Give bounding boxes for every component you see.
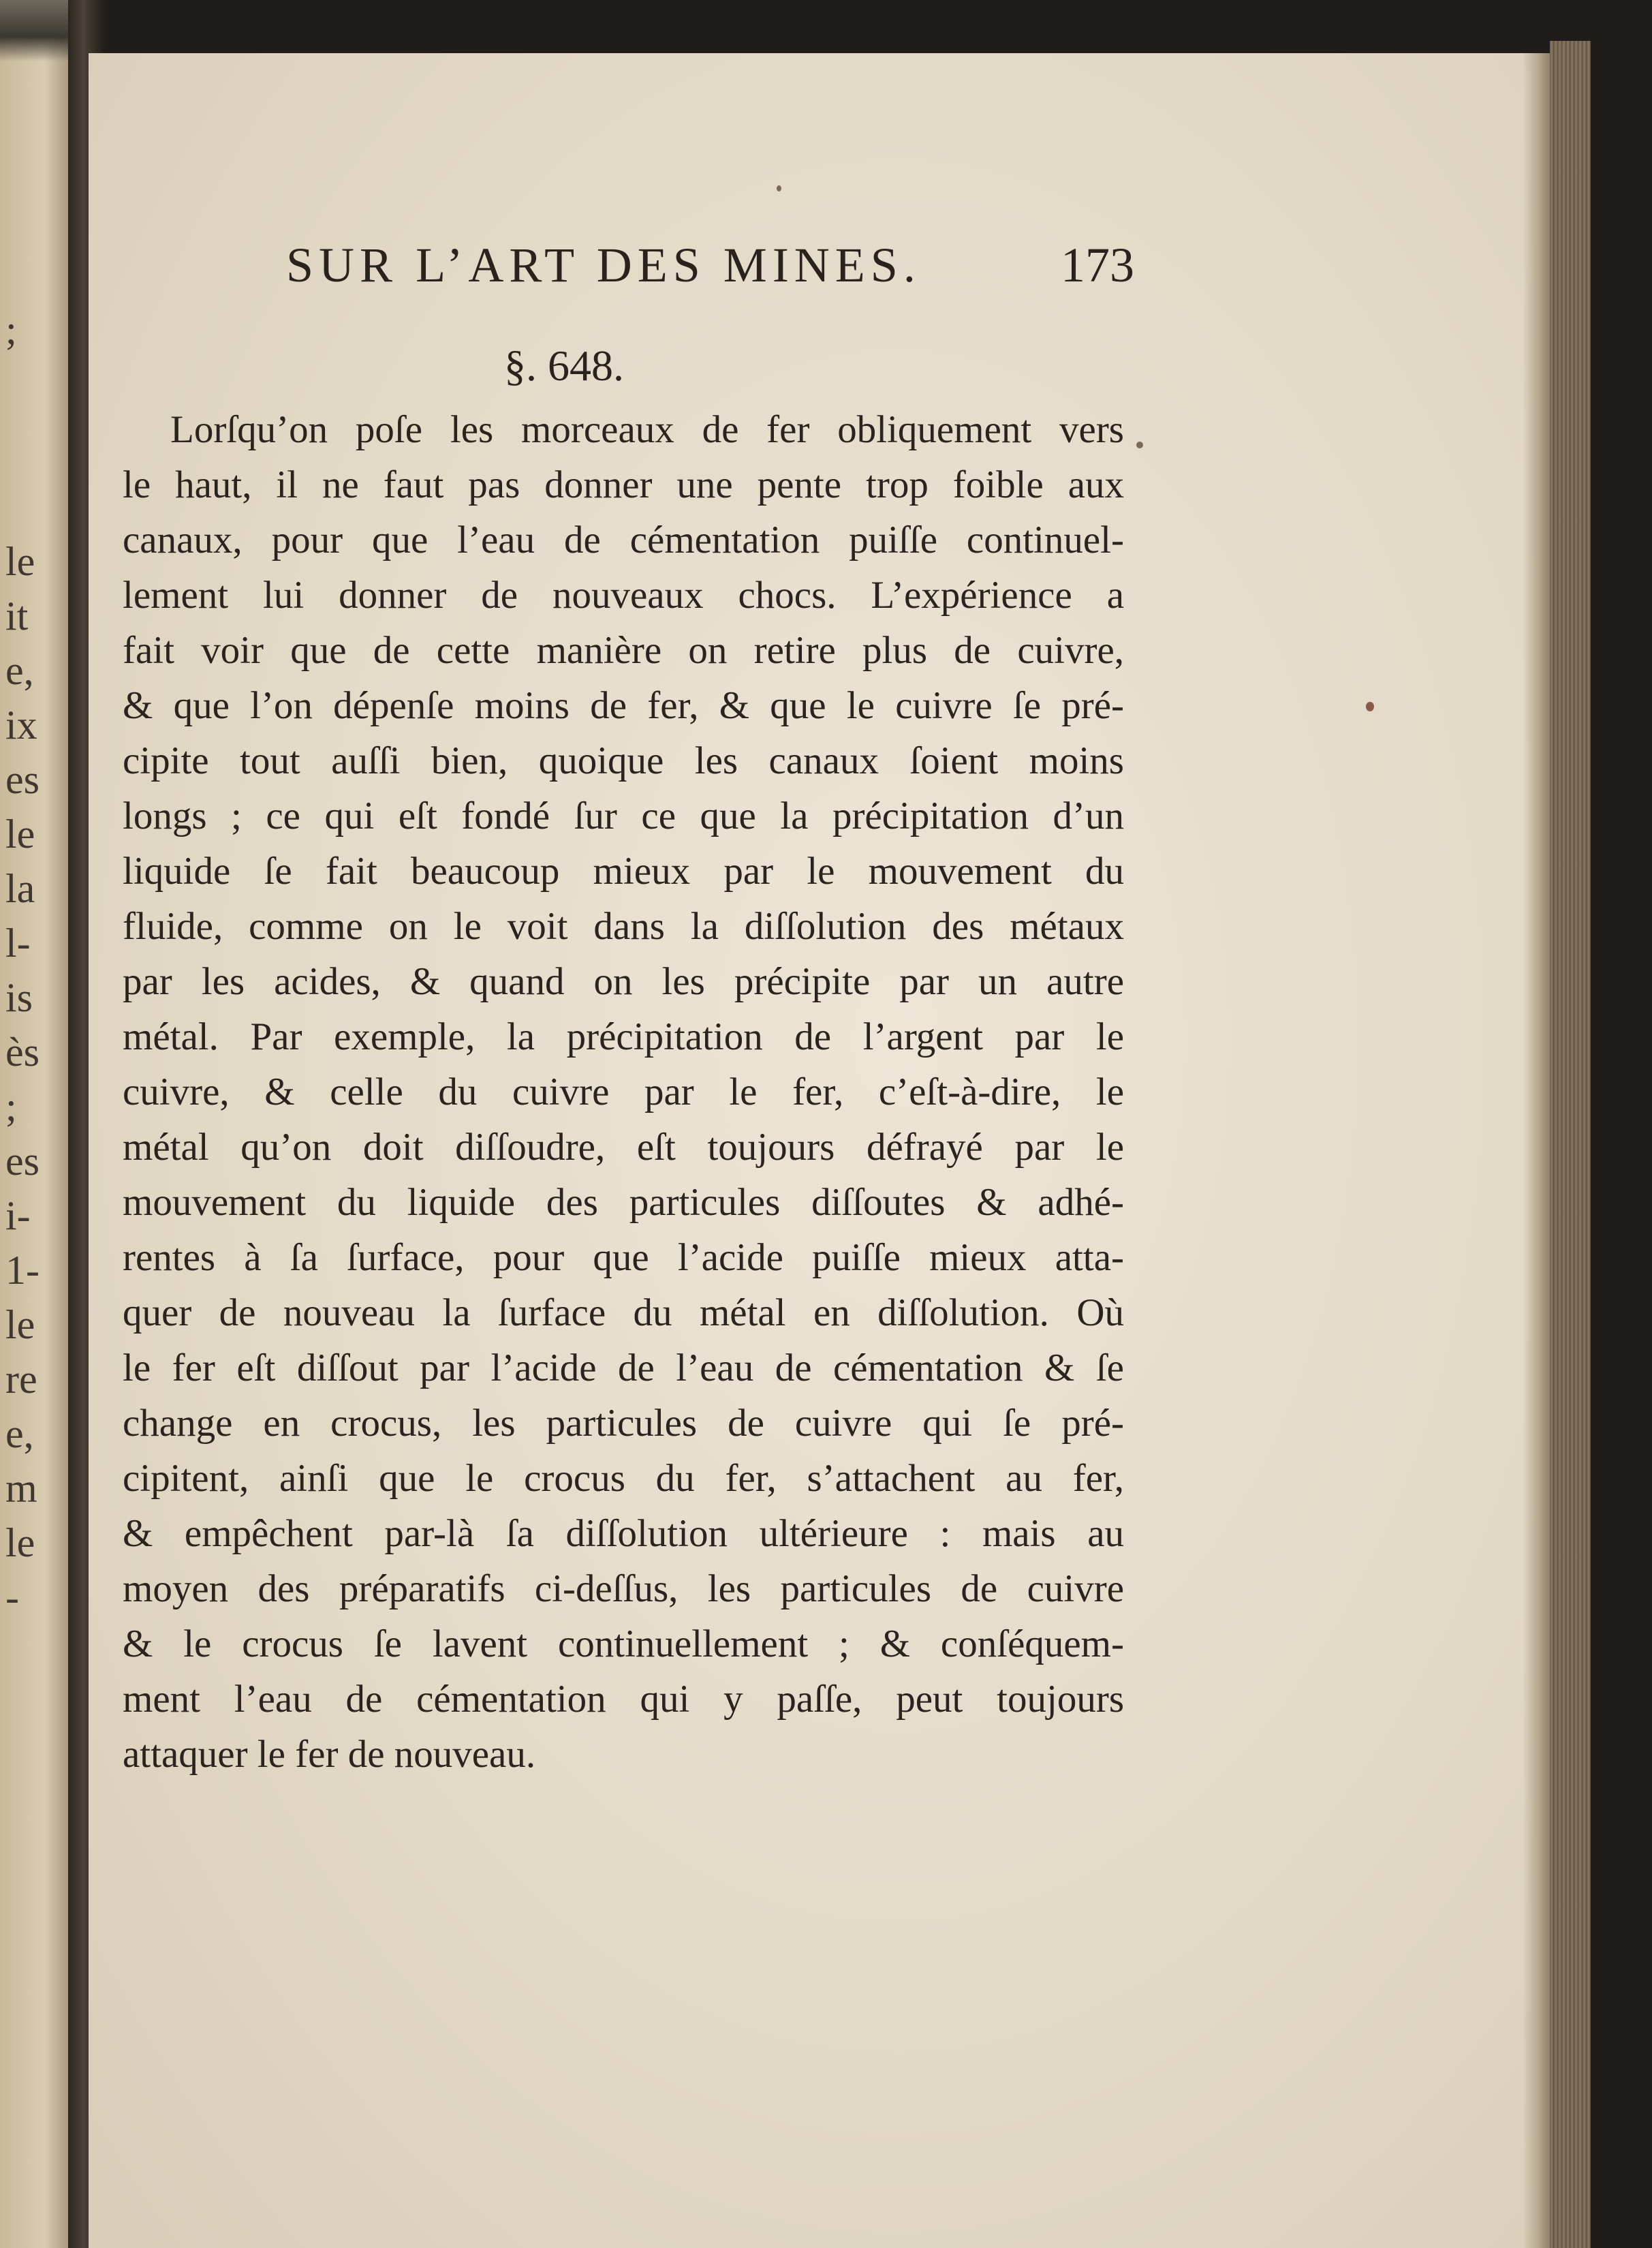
section-number: §. 648. [504,341,624,390]
fragment: ix [5,703,37,748]
fragment: it [5,594,29,638]
fragment: ; [5,307,17,352]
text-line: quer de nouveau la ſurface du métal en diſſolution. Où [123,1291,1124,1334]
fragment: l- [5,921,31,966]
body-paragraph [123,402,1124,1782]
text-line: lement lui donner de nouveaux chocs. L’expérience a [123,574,1124,617]
running-title: SUR L’ART DES MINES. [286,238,921,292]
fragment: - [5,1575,19,1620]
paper-speck [777,185,781,191]
text-line: & que l’on dépenſe moins de fer, & que le cuivre ſe pré- [123,684,1124,727]
fragment: le [5,812,35,857]
paper-speck [1366,702,1374,711]
fragment: e, [5,1411,34,1456]
text-line: & le crocus ſe lavent continuellement ; & conſéquem- [123,1622,1124,1665]
text-line: Lorſqu’on poſe les morceaux de fer obliquement vers [170,408,1124,451]
text-line: cuivre, & celle du cuivre par le fer, c’eſt-à-dire, le [123,1071,1124,1113]
text-line: change en crocus, les particules de cuivre qui ſe pré- [123,1402,1124,1445]
text-line: métal. Par exemple, la précipitation de l’argent par le [123,1015,1124,1058]
fragment: le [5,539,35,584]
text-line: le fer eſt diſſout par l’acide de l’eau de cémentation & ſe [123,1346,1124,1389]
text-line: fait voir que de cette manière on retire plus de cuivre, [123,629,1124,672]
paper-speck [1136,442,1143,448]
page-number: 173 [1061,238,1134,292]
fragment: le [5,1302,35,1347]
page-header [286,237,1134,298]
text-line: rentes à ſa ſurface, pour que l’acide puiſſe mieux atta- [123,1236,1124,1279]
fragment: es [5,757,40,802]
text-line: le haut, il ne faut pas donner une pente trop foible aux [123,463,1124,506]
text-line: moyen des préparatifs ci-deſſus, les particules de cuivre [123,1567,1124,1610]
page-right-shading [1523,53,1550,2248]
book-fore-edge [1550,41,1591,2248]
fragment: ès [5,1030,40,1075]
fragment: 1- [5,1248,40,1293]
text-line: attaquer le fer de nouveau. [123,1733,536,1776]
fragment: es [5,1139,40,1184]
text-line: mouvement du liquide des particules diſſoutes & adhé- [123,1181,1124,1224]
fragment: ; [5,1084,17,1129]
fragment: e, [5,648,34,693]
text-line: fluide, comme on le voit dans la diſſolution des métaux [123,905,1124,948]
fragment: i- [5,1193,31,1238]
fragment: re [5,1357,37,1402]
fragment: le [5,1520,35,1565]
fragment: is [5,975,33,1020]
fragment: la [5,866,35,911]
text-line: par les acides, & quand on les précipite par un autre [123,960,1124,1003]
text-line: métal qu’on doit diſſoudre, eſt toujours défrayé par le [123,1126,1124,1169]
text-line: longs ; ce qui eſt fondé ſur ce que la précipitation d’un [123,795,1124,837]
text-line: liquide ſe fait beaucoup mieux par le mouvement du [123,850,1124,893]
text-line: ment l’eau de cémentation qui y paſſe, peut toujours [123,1678,1124,1721]
fragment: m [5,1466,37,1511]
text-line: & empêchent par-là ſa diſſolution ultérieure : mais au [123,1512,1124,1555]
text-line: cipitent, ainſi que le crocus du fer, s’attachent au fer, [123,1457,1124,1500]
text-line: canaux, pour que l’eau de cémentation puiſſe continuel- [123,519,1124,561]
text-line: cipite tout auſſi bien, quoique les canaux ſoient moins [123,739,1124,782]
